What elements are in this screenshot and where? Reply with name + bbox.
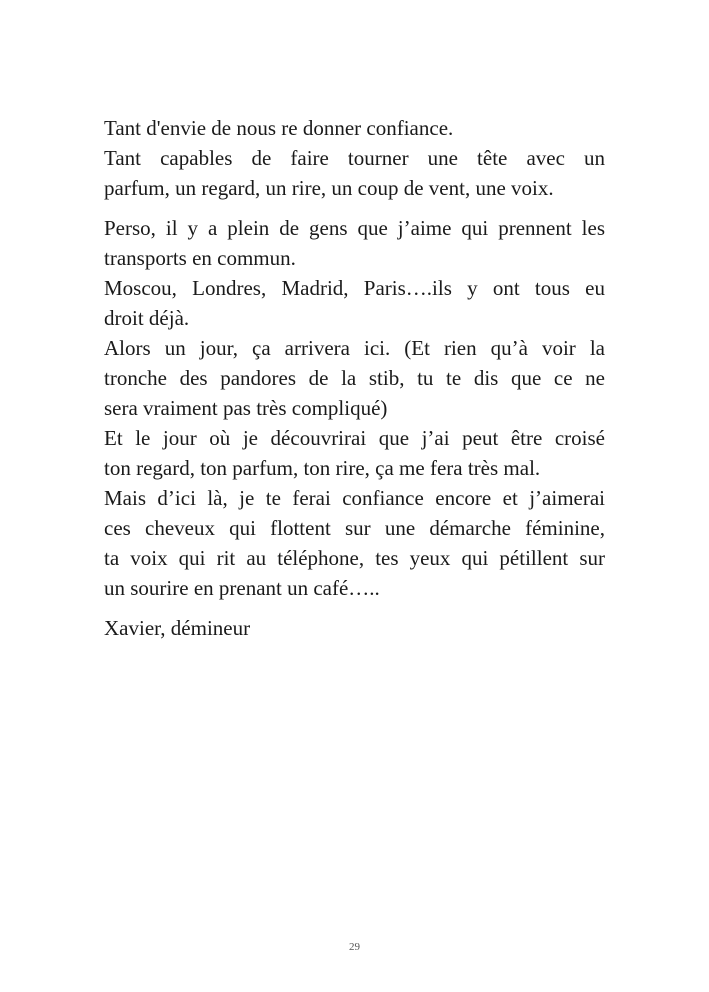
text-line: Et le jour où je découvrirai que j’ai peut être croisé: [104, 426, 605, 450]
text-line: Mais d’ici là, je te ferai confiance encore et j’aimerai: [104, 486, 605, 510]
paragraph: [104, 113, 605, 143]
text-line: Moscou, Londres, Madrid, Paris….ils y ont tous eu: [104, 276, 605, 300]
text-line: tronche des pandores de la stib, tu te dis que ce ne: [104, 366, 605, 390]
paragraph: [104, 143, 605, 203]
text-line: Tant capables de faire tourner une tête avec un: [104, 146, 605, 170]
paragraph: [104, 483, 605, 603]
paragraph: [104, 273, 605, 333]
paragraph: [104, 423, 605, 483]
text-line: Perso, il y a plein de gens que j’aime qui prennent les: [104, 216, 605, 240]
text-line: parfum, un regard, un rire, un coup de vent, une voix.: [104, 176, 554, 200]
paragraph: [104, 333, 605, 423]
text-line: transports en commun.: [104, 246, 296, 270]
text-line: droit déjà.: [104, 306, 190, 330]
paragraph: [104, 613, 605, 643]
text-line: ton regard, ton parfum, ton rire, ça me fera très mal.: [104, 456, 541, 480]
text-line: sera vraiment pas très compliqué): [104, 396, 388, 420]
text-line: Xavier, démineur: [104, 616, 251, 640]
paragraph-spacer: [104, 603, 605, 613]
text-line: un sourire en prenant un café…..: [104, 576, 380, 600]
text-line: ces cheveux qui flottent sur une démarche féminine,: [104, 516, 605, 540]
page-number: 29: [349, 941, 360, 953]
paragraph-spacer: [104, 203, 605, 213]
document-body: [104, 113, 605, 643]
text-line: Tant d'envie de nous re donner confiance.: [104, 116, 454, 140]
text-line: Alors un jour, ça arrivera ici. (Et rien qu’à voir la: [104, 336, 605, 360]
text-line: ta voix qui rit au téléphone, tes yeux qui pétillent sur: [104, 546, 605, 570]
paragraph: [104, 213, 605, 273]
